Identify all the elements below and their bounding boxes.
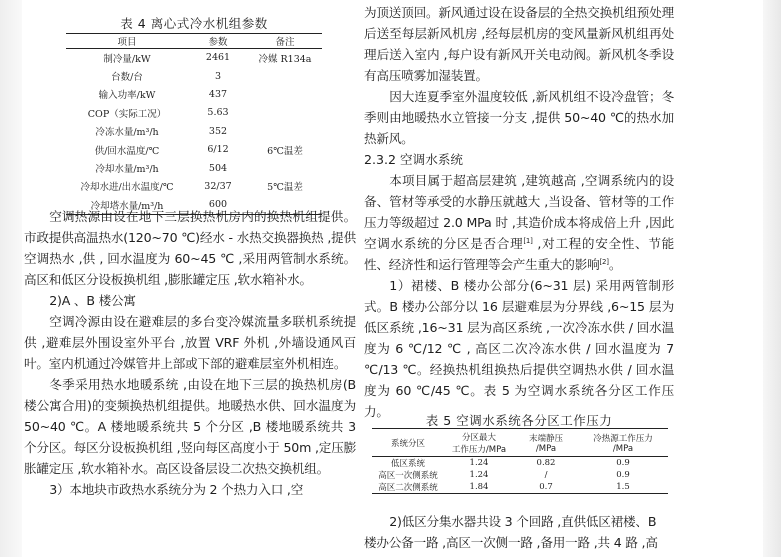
table4-cell: COP（实际工况） xyxy=(87,108,167,120)
table5-header-source-pressure: 冷热源工作压力 /MPa xyxy=(593,433,653,454)
paragraph-podium-office: 1）裙楼、B 楼办公部分(6~31 层) 采用两管制形式。B 楼办公部分以 16 层避难层为分界线 ,6~15 层为低区系统 ,16~31 层为高区系统 ,一次冷冻水供 / 回水温度为 6 ℃/12 ℃ , 高区二次冷冻水供 / 回水温度为 7 ℃/13 ℃。经换热机组换热后提供空调热水供 / 回水温度为 60 ℃/45 ℃。表 5 为空调水系统各分区工作压力。 xyxy=(364,278,674,419)
table4-cell: 3 xyxy=(214,70,222,82)
table4-caption: 表 4 离心式冷水机组参数 xyxy=(120,16,268,31)
table4-cell xyxy=(248,122,322,140)
table5-row xyxy=(372,457,668,470)
paragraph-fresh-air: 为顶送顶回。新风通过设在设备层的全热交换机组预处理后送至每层新风机房 ,经每层机房的变风量新风机组再处理后送入室内 ,每户设有新风开关电动阀。新风机冬季设有高压喷雾加湿装置。 xyxy=(364,5,674,83)
table5-cell: 1.84 xyxy=(469,482,489,492)
table4-cell: 6℃温差 xyxy=(267,145,303,157)
table5-header-terminal-static: 末端静压 /MPa xyxy=(528,433,563,454)
table4-cell xyxy=(248,104,322,122)
citation-1[interactable]: [1] xyxy=(523,236,533,245)
table4-row xyxy=(66,85,322,103)
table4-row xyxy=(66,140,322,158)
subsection-ab-apartment: 2)A 、B 楼公寓 xyxy=(49,293,136,308)
citation-2[interactable]: [2] xyxy=(599,257,609,266)
table5-cell: 1.24 xyxy=(469,458,489,468)
table4-cell: 冷却塔水量/m³/h xyxy=(90,200,164,212)
table4-cell: 2461 xyxy=(205,52,231,64)
table4-row xyxy=(66,177,322,195)
table5-cell: 低区系统 xyxy=(390,459,425,469)
table4-cell: 504 xyxy=(208,162,228,174)
paragraph-floor-heating: 冬季采用热水地暖系统 ,由设在地下三层的换热机房(B 楼公寓合用)的变频换热机组提供。地暖热水供、回水温度为 50~40 ℃。A 楼地暖系统共 5 个分区 ,B 楼地暖系统共 3 个分区。每区分设板换机组 ,竖向每区高度小于 50m ,定压膨胀罐定压 ,软水箱补水。高区设备层设二次热交换机组。 xyxy=(24,377,356,476)
table4-cell: 供/回水温度/℃ xyxy=(94,145,160,157)
table4-cell: 冷冻水量/m³/h xyxy=(95,127,159,139)
paragraph-municipal-hot-water: 3）本地块市政热水系统分为 2 个热力入口 ,空 xyxy=(49,482,304,497)
table4-cell: 冷却水进/出水温度/℃ xyxy=(80,182,174,194)
table4-cell: 冷媒 R134a xyxy=(258,53,312,65)
table5-header-max-pressure: 分区最大 工作压力/MPa xyxy=(451,432,507,455)
table4-row xyxy=(66,122,322,140)
table5 xyxy=(372,428,668,494)
table5-caption: 表 5 空调水系统各分区工作压力 xyxy=(425,413,613,428)
table4-cell: 5℃温差 xyxy=(267,182,303,194)
table4-cell xyxy=(248,159,322,177)
paragraph-low-zone-manifold-cont: 楼办公备一路 ,高区一次侧一路 ,备用一路 ,共 4 路 ,高 xyxy=(364,535,658,550)
table4-row xyxy=(66,67,322,85)
paragraph-low-zone-manifold: 2)低区分集水器共设 3 个回路 ,直供低区裙楼、B xyxy=(389,514,657,529)
table5-cell: / xyxy=(544,470,548,480)
table5-header-zone: 系统分区 xyxy=(390,438,425,449)
table4-cell xyxy=(248,67,322,85)
table4-cell: 5.63 xyxy=(207,107,229,119)
table5-cell: 0.7 xyxy=(539,482,553,492)
section-heading-2-3-2: 2.3.2 空调水系统 xyxy=(364,152,464,167)
paragraph-vrf: 空调冷源由设在避难层的多台变冷媒流量多联机系统提供 ,避难层外围设室外平台 ,放置 VRF 外机 ,外墙设通风百叶。室内机通过冷媒管井上部或下部的避难层室外机相连。 xyxy=(24,314,356,371)
paragraph-dalian-climate: 因大连夏季室外温度较低 ,新风机组不设冷盘管；冬季则由地暖热水立管接一分支 ,提供 50~40 ℃的热水加热新风。 xyxy=(364,89,674,146)
table4-cell: 600 xyxy=(208,199,228,211)
table5-row xyxy=(372,481,668,494)
table5-cell: 1.5 xyxy=(616,482,630,492)
table4-cell: 输入功率/kW xyxy=(98,90,156,102)
table4-cell: 冷却水量/m³/h xyxy=(95,164,159,176)
table5-cell: 0.82 xyxy=(536,458,556,468)
table4-row xyxy=(66,49,322,67)
table4 xyxy=(66,33,322,215)
table4-header-param: 参数 xyxy=(208,37,228,48)
table4-cell xyxy=(248,85,322,103)
viewer-right-margin xyxy=(763,0,781,557)
table4-row xyxy=(66,104,322,122)
table4-row xyxy=(66,159,322,177)
table5-cell: 0.9 xyxy=(616,458,630,468)
paragraph-heat-source: 空调热源由设在地下三层换热机房内的换热机组提供。市政提供高温热水(120~70 ℃)经水 - 水热交换器换热 ,提供空调热水 ,供 , 回水温度为 60~45 ℃ ,采用两管制水系统。高区和低区分设板换机组 ,膨胀罐定压 ,软水箱补水。 xyxy=(24,209,356,287)
table4-cell: 台数/台 xyxy=(111,72,143,84)
table5-cell: 1.24 xyxy=(469,470,489,480)
table4-cell: 制冷量/kW xyxy=(103,53,151,65)
table5-cell: 0.9 xyxy=(616,470,630,480)
viewer-left-margin xyxy=(0,0,22,557)
table5-cell: 高区一次侧系统 xyxy=(378,471,438,481)
table4-cell: 6/12 xyxy=(207,144,229,156)
table5-row xyxy=(372,469,668,481)
table4-cell: 32/37 xyxy=(204,180,232,192)
table5-cell: 高区二次侧系统 xyxy=(378,483,438,493)
table4-header-note: 备注 xyxy=(275,37,295,48)
table4-cell: 437 xyxy=(208,88,228,100)
paragraph-zoning: 本项目属于超高层建筑 ,建筑越高 ,空调系统内的设备、管材等承受的水静压就越大 ,当设备、管材等的工作压力等级超过 2.0 MPa 时 ,其造价成本将成倍上升 ,因此空调水系统的分区是否合理[1] ,对工程的安全性、节能性、经济性和运行管理等会产生重大的影响[2]。 xyxy=(364,173,674,272)
table4-cell: 352 xyxy=(208,125,228,137)
table4-header-item: 项目 xyxy=(117,37,137,48)
